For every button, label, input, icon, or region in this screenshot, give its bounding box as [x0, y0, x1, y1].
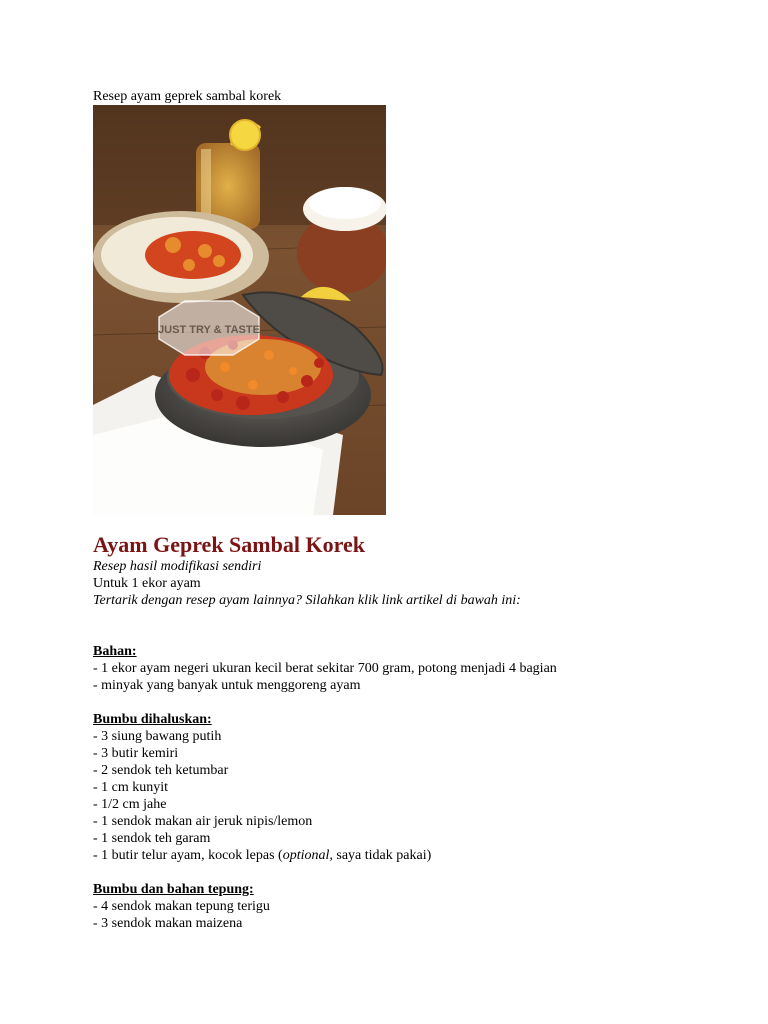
bumbu-item: - 1/2 cm jahe: [93, 797, 167, 812]
bumbu-item: - 3 butir kemiri: [93, 746, 179, 761]
tepung-item: - 4 sendok makan tepung terigu: [93, 899, 270, 914]
recipe-title: Ayam Geprek Sambal Korek: [93, 532, 365, 557]
recipe-serving: Untuk 1 ekor ayam: [93, 576, 201, 591]
optional-note: optional,: [282, 848, 333, 863]
recipe-photo: [93, 105, 386, 515]
bumbu-item: - 1 sendok makan air jeruk nipis/lemon: [93, 814, 313, 829]
bumbu-item-telur-after: saya tidak pakai): [332, 848, 432, 863]
document-page: [93, 88, 713, 932]
svg-text:JUST TRY & TASTE: JUST TRY & TASTE: [158, 324, 260, 336]
bumbu-tepung-heading: Bumbu dan bahan tepung:: [93, 882, 254, 897]
bumbu-item: - 3 siung bawang putih: [93, 729, 222, 744]
bahan-item: - 1 ekor ayam negeri ukuran kecil berat sekitar 700 gram, potong menjadi 4 bagian: [93, 661, 557, 676]
header-line: Resep ayam geprek sambal korek: [93, 89, 282, 104]
bumbu-item: - 2 sendok teh ketumbar: [93, 763, 229, 778]
tepung-item: - 3 sendok makan maizena: [93, 916, 243, 931]
bahan-heading: Bahan:: [93, 644, 137, 659]
bumbu-item-telur: [93, 847, 713, 864]
bumbu-dihaluskan-heading: Bumbu dihaluskan:: [93, 712, 212, 727]
watermark-logo: [158, 301, 260, 355]
recipe-subtitle: Resep hasil modifikasi sendiri: [93, 559, 262, 574]
bumbu-item-telur-before: - 1 butir telur ayam, kocok lepas (: [93, 848, 283, 863]
bahan-item: - minyak yang banyak untuk menggoreng ayam: [93, 678, 361, 693]
bumbu-item: - 1 cm kunyit: [93, 780, 169, 795]
related-recipes-invite: Tertarik dengan resep ayam lainnya? Silahkan klik link artikel di bawah ini:: [93, 593, 521, 608]
bumbu-item: - 1 sendok teh garam: [93, 831, 211, 846]
